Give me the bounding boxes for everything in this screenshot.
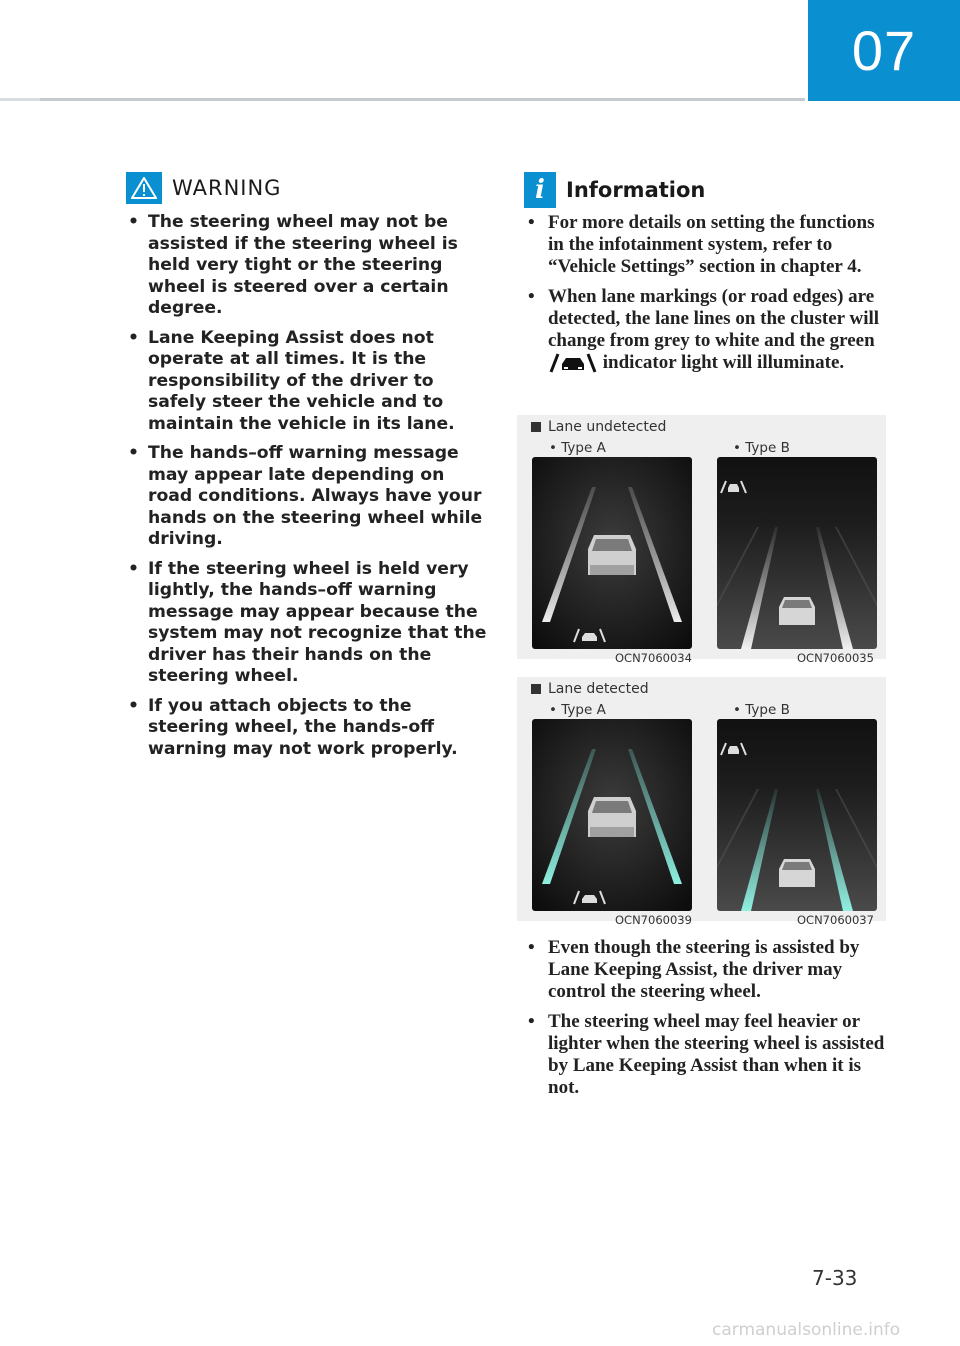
info-icon: i	[524, 172, 556, 208]
information-list-continued	[526, 937, 891, 1108]
information-item: • The steering wheel may feel heavier or lighter when the steering wheel is assisted by Lane Keeping Assist than when it is not.	[526, 1011, 891, 1098]
information-item-text: When lane markings (or road edges) are detected, the lane lines on the cluster will change from grey to white and the green	[548, 286, 880, 351]
warning-item: • If you attach objects to the steering wheel, the hands-off warning may not work properly.	[126, 696, 491, 761]
figure-code-a: OCN7060034	[615, 651, 692, 665]
warning-item: • If the steering wheel is held very lightly, the hands–off warning message may appear because the system may not recognize that the driver has their hands on the steering wheel.	[126, 559, 491, 688]
information-item: • For more details on setting the functions in the infotainment system, refer to “Vehicle Settings” section in chapter 4.	[526, 212, 891, 277]
square-bullet-icon	[531, 422, 541, 432]
page-number: 7-33	[812, 1266, 858, 1290]
cluster-screen-type-a	[532, 457, 692, 649]
information-heading	[524, 172, 705, 208]
figure-code-b: OCN7060037	[797, 913, 874, 927]
information-item: • Even though the steering is assisted by Lane Keeping Assist, the driver may control the steering wheel.	[526, 937, 891, 1002]
information-item	[526, 286, 891, 373]
warning-item: • The hands–off warning message may appear late depending on road conditions. Always have your hands on the steering wheel while driving.	[126, 443, 491, 551]
warning-heading	[126, 172, 281, 204]
figure-lane-undetected	[517, 415, 886, 665]
figure-type-b-label: • Type B	[733, 440, 790, 456]
figure-type-a-label: • Type A	[549, 702, 606, 718]
figure-section-label: Lane undetected	[531, 419, 666, 435]
square-bullet-icon	[531, 684, 541, 694]
figure-code-a: OCN7060039	[615, 913, 692, 927]
lane-keeping-indicator-icon	[548, 353, 598, 373]
cluster-screen-type-b	[717, 719, 877, 911]
warning-triangle-icon	[126, 172, 162, 204]
cluster-screen-type-b	[717, 457, 877, 649]
figure-code-b: OCN7060035	[797, 651, 874, 665]
figure-section-label: Lane detected	[531, 681, 649, 697]
information-item-text: indicator light will illuminate.	[602, 351, 845, 373]
information-title: Information	[566, 178, 706, 202]
figure-lane-detected	[517, 677, 886, 927]
chapter-tab: 07	[808, 0, 960, 101]
figure-type-a-label: • Type A	[549, 440, 606, 456]
header-rule	[0, 98, 805, 101]
figure-type-b-label: • Type B	[733, 702, 790, 718]
watermark: carmanualsonline.info	[712, 1320, 901, 1340]
warning-list	[126, 212, 491, 768]
information-list	[526, 212, 891, 383]
warning-title: WARNING	[172, 176, 282, 200]
warning-item: • Lane Keeping Assist does not operate at all times. It is the responsibility of the driver to safely steer the vehicle and to maintain the vehicle in its lane.	[126, 328, 491, 436]
warning-item: • The steering wheel may not be assisted if the steering wheel is held very tight or the steering wheel is steered over a certain degree.	[126, 212, 491, 320]
cluster-screen-type-a	[532, 719, 692, 911]
